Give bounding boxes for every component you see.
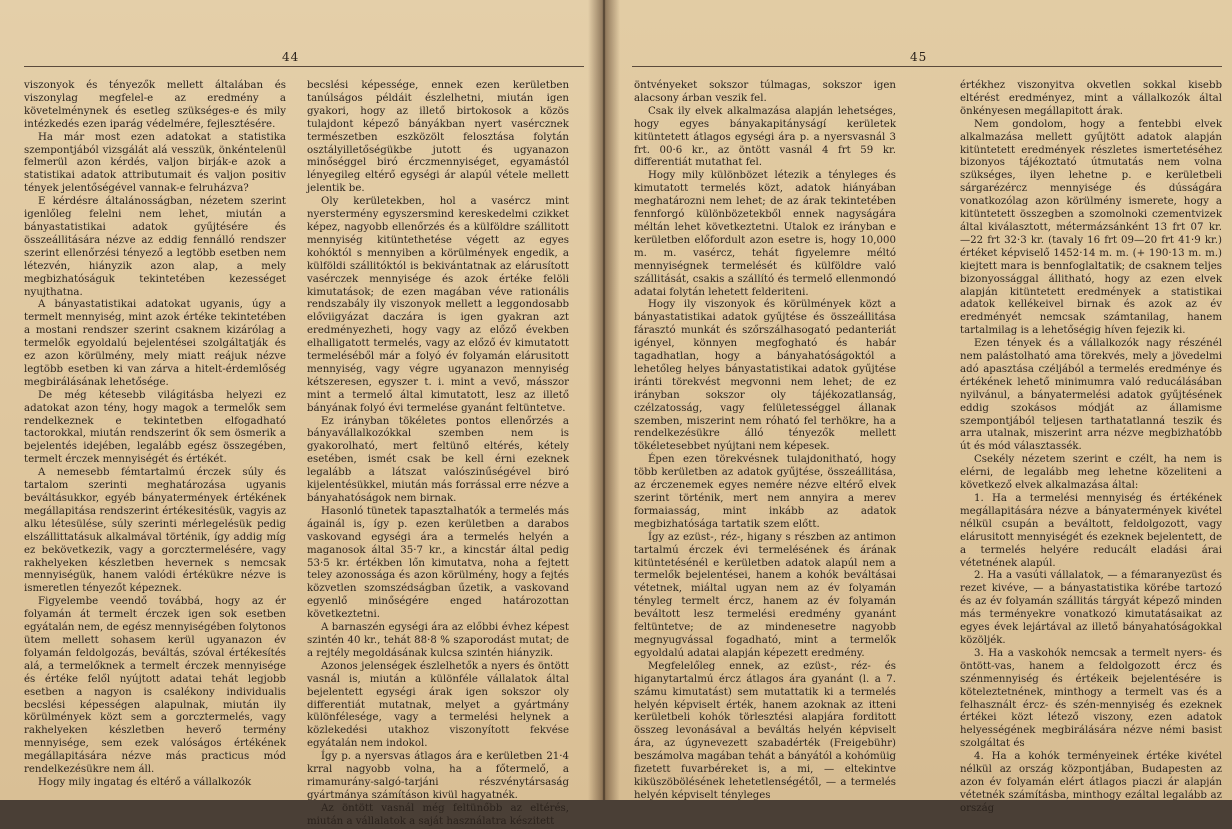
- left-page-column-2: [307, 80, 569, 829]
- paragraph: Hogy mily különbözet létezik a tényleges és kimutatott termelés közt, adatok hiányában meghatározni nem lehet; de az árak tekintetében fennforgó különbözetekből ennek nagyságára méltán lehet következtetni. Utalok ez irányban e kerületben előfordult azon esetre is, hogy 10,000 m. m. vasércz, tehát figyelemre méltó mennyiségnek termelését és külföldre való szállitását, csakis a szállító és termelő ellenmondó adatai folytán lehetett felderiteni.: [634, 170, 896, 298]
- paragraph: Így p. a nyersvas átlagos ára e kerületben 21·4 krral nagyobb volna, ha a főtermelő, a rimamurány-salgó-tarjáni részvénytársaság gyártmánya számításon kivül hagyatnék.: [307, 751, 569, 801]
- right-page-column-1: [634, 80, 896, 803]
- paragraph: De még kétesebb világitásba helyezi ez adatokat azon tény, hogy magok a termelők sem rendelkeznek e tekintetben elfogadható tactorokkal, miután rendszerint ők sem ösmerik a bejelentés idejében, legalább egész összegében, termelt érczek mennyiségét és értékét.: [24, 389, 286, 466]
- paragraph: A barnaszén egységi ára az előbbi évhez képest szintén 40 kr., tehát 88·8 % szaporodást mutat; de a rejtély megoldásának kulcsa szintén hiányzik.: [307, 622, 569, 659]
- paragraph: Hogy ily viszonyok és körülmények közt a bányastatistikai adatok gyűjtése és összeállitása fárasztó munkát és szőrszálhasogató pedanteriát igényel, könnyen megfogható és habár tagadhatlan, hogy a bányahatóságoktól a lehetőleg helyes bányastatistikai adatok gyűjtése iránti törekvést megvonni nem lehet; de ez irányban sokszor oly tájékozatlanság, czélzatosság, vagy felületességgel állanak szemben, miszerint nem róható fel terhökre, ha a rendelkezésükre álló tényezők mellett tökéletesebbet nyújtani nem képesek.: [634, 299, 896, 453]
- paragraph: 2. Ha a vasúti vállalatok, — a fémaranyezüst és rezet kivéve, — a bányastatistika körébe tartozó és az év folyamán szállitás tárgyát képező minden más terményekre vonatkozó kimutatásaikat az egyes évek lejártával az illető bányahatóságokkal közöljék.: [960, 570, 1222, 646]
- page-number-44: 44: [282, 50, 300, 64]
- paragraph: Épen ezen törekvésnek tulajdonitható, hogy több kerületben az adatok gyűjtése, összeállitása, az érczenemek egyes nemére nézve eltérő elvek szerint történik, mert nem annyira a merev formaiasság, mint inkább az adatok megbizhatósága tartatik szem előtt.: [634, 454, 896, 530]
- paragraph: viszonyok és tényezők mellett általában és viszonylag megfelel-e az eredmény a követelménynek és esetleg szükséges-e és mily intézkedés ezen iparág védelmére, fejlesztésére.: [24, 80, 286, 130]
- paragraph: Ez irányban tökéletes pontos ellenőrzés a bányavállalkozókkal szemben nem is gyakorolható, mert feltünő eltérés, kétely esetében, ismét csak be kell érni ezeknek legalább a látszat valószinűségével biró kijelentésükkel, miután más forrással erre nézve a bányahatóságok nem birnak.: [307, 415, 569, 504]
- paragraph: értékhez viszonyitva okvetlen sokkal kisebb eltérést eredményez, mint a vállalkozók által önkényesen megállapitott árak.: [960, 80, 1222, 117]
- paragraph: 1. Ha a termelési mennyiség és értékének megállapitására nézve a bányatermények kivétel nélkül csupán a beváltott, feldolgozott, vagy elárusitott mennyiségét és ezeknek bejelentett, de a termelés helyére reducált eladási árai vétetnének alapúl.: [960, 493, 1222, 569]
- paragraph: Ha már most ezen adatokat a statistika szempontjából vizsgálát alá vesszük, önkéntelenül felmerül azon kérdés, valjon birják-e azok a statistikai adatok attributumait és valjon positiv tények jelentőségével vannak-e felruházva?: [24, 131, 286, 195]
- paragraph: Hogy mily ingatag és eltérő a vállalkozók: [38, 776, 252, 788]
- header-rule: [24, 66, 584, 67]
- paragraph: Azonos jelenségek észlelhetők a nyers és öntött vasnál is, miután a különféle vállalatok által bejelentett egységi árak igen sokszor oly differentiát mutatnak, melyet a gyártmány különfélesége, vagy a termelési helynek a közlekedési utakhoz viszonyított fekvése egyátalán nem indokol.: [307, 660, 569, 750]
- paragraph: Megfelelőleg ennek, az ezüst-, réz- és higanytartalmú ércz átlagos ára gyanánt (l. a 7. számu kimutatást) sem mutattatik ki a termelés helyén képviselt érték, hanem azoknak az itteni kerületbeli kohók törlesztési alapjára forditott összeg levonásával a beváltás helyén képviselt ára, az úgynevezett szabadérték (Freigebühr) beszámolva magában tehát a bányától a kohómüig fizetett fuvarbéreket is, a mi, — eltekintve kiküszöbölésének lehetetlenségétől, — a termelés helyén képviselt tényleges: [634, 660, 896, 801]
- paragraph: Oly kerületekben, hol a vasércz mint nyerstermény egyszersmind kereskedelmi czikket képez, nagyobb ellenőrzés és a külföldre szállitott mennyiség kitüntethetése végett az egyes kohóktól s mennyiben a körülmények engedik, a külföldi szállitóktól is bekivántatnak az elárusított vasérczek mennyisége és azok értéke felöli kimutatások; de ezen magában véve rationális rendszabály ily viszonyok mellett a leggondosabb előviigyázat daczára is igen gyakran azt eredményezheti, hogy vagy az előző években elhalligatott termelés, vagy az előző év kimutatott termeléséből már a folyó év folyamán elárusitott mennyiség, vagy végre ugyanazon mennyiség kétszeresen, egyszer t. i. mint a vevő, másszor mint a termelő által kimutatott, lesz az illető bányának folyó évi termelése gyanánt feltüntetve.: [307, 196, 569, 414]
- right-page-column-2: [960, 80, 1222, 816]
- paragraph: Nem gondolom, hogy a fentebbi elvek alkalmazása mellett gyűjtött adatok alapján kitüntetett eredmények részletes ismertetéséhez bizonyos tájékoztató útmutatás nem volna szükséges, ilyen lehetne p. e kerületbeli sárgarézércz mennyisége és dússágára vonatkozólag azon körülmény ismerete, hogy a kitüntetett összegben a szomolnoki czementvizek által kiválasztott, métermázsánként 13 frt 07 kr. —22 frt 32·3 kr. (tavaly 16 frt 09—20 frt 41·9 kr.) értéket képviselő 1452·14 m. m. (+ 190·13 m. m.) kiejtett mara is bennfoglaltatik; de csaknem teljes bizonyossággal állitható, hogy az ezen elvek alapján kitüntetett eredmények a statistikai adatok kellékeivel birnak és azok az év eredményét nemcsak számtanilag, hanem tartalmilag is a lehetőségig híven fejezik ki.: [960, 118, 1222, 337]
- paragraph: becslési képessége, ennek ezen kerületben tanúlságos példáit észlelhetni, miután igen gyakori, hogy az illető birtokosok a közös tulajdont képező bányákban nyert vasércznek természetben eszközölt felosztása folytán osztályilletőségükbe jutott és ugyanazon minőséggel biró érczmennyiséget, egyamástól lényegileg eltérő egységi ár alapúl vétele mellett jelentik be.: [307, 80, 569, 195]
- paragraph: A bányastatistikai adatokat ugyanis, úgy a termelt mennyiség, mint azok értéke tekintetében a mostani rendszer szerint csaknem kizárólag a termelők egyoldalú bejelentései szolgáltatják és ez azon körülmény, mely miatt reájuk nézve legtöbb esetben ki van zárva a hitelt-érdemlőség megbirálásának lehetősége.: [24, 299, 286, 388]
- paragraph: Ezen tények és a vállalkozók nagy részénél nem palástolható ama törekvés, mely a jövedelmi adó apasztása czéljából a termelés eredménye és értékének lehető minimumra való reducálásában nyilvánul, a bányatermelési adatok gyűjtésének eddig szokásos módját az államisme szempontjából teljesen tarthatatlanná teszik és arra utalnak, miszerint arra nézve megbizhatóbb út és mód választassék.: [960, 338, 1222, 453]
- paragraph: 3. Ha a vaskohók nemcsak a termelt nyers- és öntött-vas, hanem a feldolgozott ércz és szénmennyiség és értékeik bejelentésére is köteleztetnének, minthogy a termelt vas és a felhasznált ércz- és szén-mennyiség és ezeknek értékei közt létező viszony, ezen adatok helyességének megbirálására nézve némi basist szolgáltat és: [960, 647, 1222, 750]
- paragraph: Csak ily elvek alkalmazása alapján lehetséges, hogy egyes bányakapitányságí kerületek kitüntetett átlagos egységi ára p. a nyersvasnál 3 frt. 00·6 kr., az öntött vasnál 4 frt 59 kr. differentiát mutathat fel.: [634, 105, 896, 169]
- left-page-column-1: [24, 80, 286, 790]
- header-rule: [632, 66, 1222, 67]
- paragraph: E kérdésre általánosságban, nézetem szerint igenlőleg felelni nem lehet, miután a bányastatistikai adatok gyűjtésére és összeállitására nézve az eddig fennálló rendszer szerint ellenőrzési tényező a legtöbb esetben nem létezvén, hiányzik azon alap, a mely megbizhatóságuk tekintetében kezességet nyujthatna.: [24, 196, 286, 298]
- book-gutter: [588, 0, 620, 800]
- paragraph: Az öntött vasnál még feltünőbb az eltérés, miután a vállalatok a saját használatra készitett: [307, 802, 569, 827]
- page-number-45: 45: [910, 50, 928, 64]
- right-page: [604, 0, 1232, 814]
- paragraph: Csekély nézetem szerint e czélt, ha nem is elérni, de legalább meg lehetne közeliteni a következő elvek alkalmazása által:: [960, 454, 1222, 492]
- paragraph: Így az ezüst-, réz-, higany s részben az antimon tartalmú érczek évi termelésének és árának kitüntetésénél e kerületben adatok alapúl nem a termelők bejelentései, hanem a kohók beváltásai vétetnek, miáltal ugyan nem az év folyamán tényleg termelt ércz, hanem az év folyamán beváltott lesz termelési eredmény gyanánt feltüntetve; de az mindenesetre nagyobb megnyugvással fogadható, mint a termelők egyoldalú adatai alapján képezett eredmény.: [634, 531, 896, 659]
- paragraph: Figyelembe veendő továbbá, hogy az ér folyamán át termelt érczek igen sok esetben egyátalán nem, de egész mennyiségében folytonos ütem mellett sohasem kerül ugyanazon év folyamán feldolgozás, beváltás, szóval értékesítés alá, a termelőknek a termelt érczek mennyisége és értéke felől nyújtott adatai tehát legjobb esetben a nagyon is csalékony individualis becslési képességen alapulnak, miután ily körülmények közt sem a gorcztermelés, vagy rakhelyeken készletben heverő termény mennyisége, sem ezek valóságos értékének megállapitására nézve más practicus mód rendelkezésükre nem áll.: [24, 596, 286, 776]
- paragraph: A nemesebb fémtartalmú érczek súly és tartalom szerinti meghatározása ugyanis beváltásukkor, egyéb bányatermények értékének megállapitása rendszerint értékesitésük, vagyis az alku létesülése, súly szerinti mérlegelésük pedig elszállittatásuk alkalmával történik, így addig míg ez bekövetkezik, vagy a gorcztermelésére, vagy rakhelyeken készletben hevernek s nemcsak mennyiségük, hanem valódi értékükre nézve is ismeretlen tényezőt képeznek.: [24, 467, 286, 595]
- paragraph: 4. Ha a kohók terményeinek értéke kivétel nélkül az ország központjában, Budapesten az azon év folyamán elért átlagos piaczi ár alapján vétetnék számításba, minthogy ezáltal legalább az ország: [960, 751, 1222, 814]
- left-page: [0, 0, 604, 827]
- paragraph: Hasonló tünetek tapasztalhatók a termelés más ágainál is, így p. ezen kerületben a darabos vaskovand egységi ára a termelés helyén a maganosok által 35·7 kr., a kincstár által pedig 53·5 kr. értékben lőn kimutatva, noha a fejtett teley azonossága és azon körülmény, hogy a fejtés közvetlen szomszédságban űzetik, a vaskovand egyenlő minőségére enged határozottan következtetni.: [307, 505, 569, 621]
- paragraph: öntvényeket sokszor túlmagas, sokszor igen alacsony árban veszik fel.: [634, 80, 896, 104]
